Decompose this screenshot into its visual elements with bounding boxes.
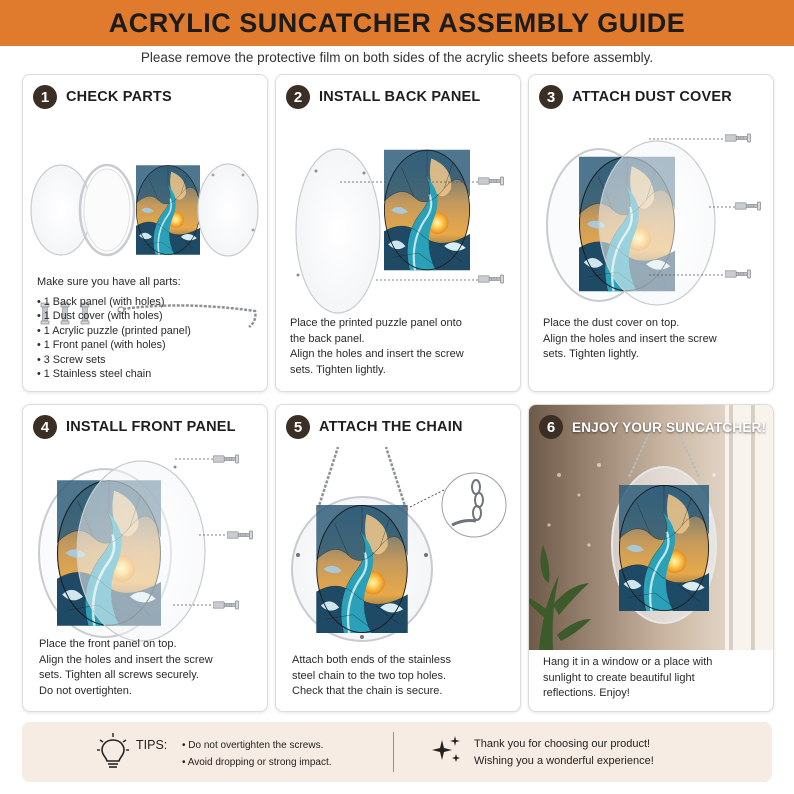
text-line: the back panel.	[290, 332, 365, 345]
step-title: ENJOY YOUR SUNCATCHER!	[572, 419, 767, 435]
list-item: • 1 Acrylic puzzle (printed panel)	[37, 324, 255, 339]
list-item: • 1 Dust cover (with holes)	[37, 309, 255, 324]
chain-illustration	[276, 445, 521, 645]
parts-list	[37, 295, 255, 382]
step-header	[539, 415, 766, 439]
step-number-badge: 4	[33, 415, 57, 439]
step-description	[39, 637, 255, 699]
screw-icon	[227, 531, 253, 539]
text-line: Check that the chain is secure.	[292, 685, 443, 697]
list-item: • Do not overtighten the screws.	[182, 737, 332, 754]
text-line: Place the front panel on top.	[39, 638, 177, 650]
screw-icon	[735, 202, 761, 210]
step-title: ATTACH THE CHAIN	[319, 419, 463, 435]
step-card-attach-chain	[275, 404, 521, 712]
text-line: reflections. Enjoy!	[543, 687, 630, 699]
text-line: Attach both ends of the stainless	[292, 654, 451, 666]
list-item: • 1 Front panel (with holes)	[37, 338, 255, 353]
back-panel-illustration	[276, 115, 521, 315]
text-line: Do not overtighten.	[39, 684, 132, 697]
step-card-enjoy	[528, 404, 774, 712]
sparkle-icon	[432, 734, 462, 766]
text-line: Align the holes and insert the screw	[543, 332, 717, 345]
step-number-badge: 5	[286, 415, 310, 439]
step-title: ATTACH DUST COVER	[572, 89, 732, 105]
screw-icon	[213, 455, 239, 463]
step-number-badge: 1	[33, 85, 57, 109]
lightbulb-icon	[96, 732, 130, 772]
step-description	[543, 655, 761, 702]
list-item: • 3 Screw sets	[37, 353, 255, 368]
screw-icon	[213, 601, 239, 609]
screw-icon	[725, 270, 751, 278]
window-scene-photo	[529, 405, 774, 650]
text-line: sunlight to create beautiful light	[543, 671, 695, 684]
step-description	[37, 275, 255, 382]
step-card-attach-dust-cover	[528, 74, 774, 392]
text-line: steel chain to the two top holes.	[292, 669, 447, 682]
step-number-badge: 2	[286, 85, 310, 109]
front-panel-illustration	[23, 445, 268, 645]
step-header	[286, 415, 463, 439]
list-item: • Avoid dropping or strong impact.	[182, 754, 332, 771]
header-banner	[0, 0, 794, 46]
parts-intro: Make sure you have all parts:	[37, 276, 181, 288]
text-line: Place the dust cover on top.	[543, 317, 680, 329]
screw-icon	[478, 177, 504, 185]
text-line: Wishing you a wonderful experience!	[474, 755, 654, 767]
text-line: Thank you for choosing our product!	[474, 738, 651, 750]
text-line: sets. Tighten lightly.	[290, 363, 386, 376]
text-line: Align the holes and insert the screw	[39, 653, 213, 666]
step-title: INSTALL BACK PANEL	[319, 89, 481, 105]
step-card-install-front-panel	[22, 404, 268, 712]
screw-icon	[478, 275, 504, 283]
text-line: sets. Tighten all screws securely.	[39, 669, 199, 681]
step-description	[292, 653, 508, 700]
step-description	[543, 316, 761, 363]
page-subtitle: Please remove the protective film on both sides of the acrylic sheets before assembly.	[140, 50, 654, 65]
tips-label: TIPS:	[136, 738, 168, 752]
list-item: • 1 Stainless steel chain	[37, 367, 255, 382]
list-item: • 1 Back panel (with holes)	[37, 295, 255, 310]
step-header	[286, 85, 481, 109]
tips-list	[182, 737, 332, 771]
tips-bar	[22, 722, 772, 782]
step-card-check-parts	[22, 74, 268, 392]
text-line: sets. Tighten lightly.	[543, 348, 639, 360]
divider	[393, 732, 394, 772]
step-description	[290, 316, 508, 378]
step-number-badge: 6	[539, 415, 563, 439]
screw-icon	[725, 134, 751, 142]
step-number-badge: 3	[539, 85, 563, 109]
step-title: CHECK PARTS	[66, 89, 172, 105]
step-header	[33, 85, 172, 109]
step-header	[539, 85, 732, 109]
thank-you-message	[474, 736, 654, 770]
text-line: Align the holes and insert the screw	[290, 348, 464, 360]
text-line: Place the printed puzzle panel onto	[290, 317, 462, 329]
dust-cover-illustration	[529, 115, 774, 315]
step-card-install-back-panel	[275, 74, 521, 392]
step-header	[33, 415, 236, 439]
page-title: ACRYLIC SUNCATCHER ASSEMBLY GUIDE	[108, 7, 686, 38]
step-title: INSTALL FRONT PANEL	[66, 419, 236, 435]
text-line: Hang it in a window or a place with	[543, 656, 713, 668]
